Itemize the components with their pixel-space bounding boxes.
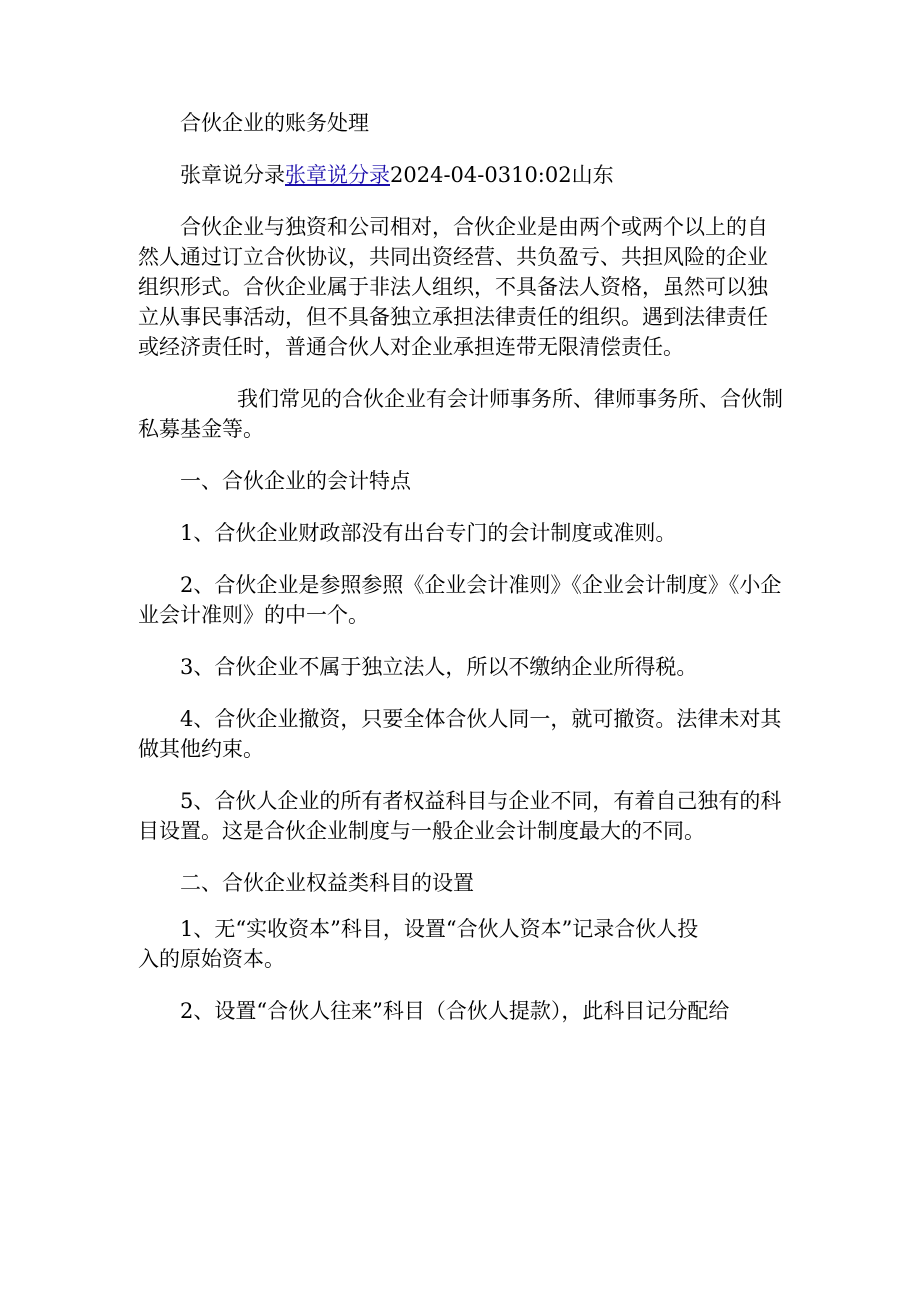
equity-item-2: 2、设置“合伙人往来”科目（合伙人提款），此科目记分配给	[180, 999, 730, 1023]
document-title: 合伙企业的账务处理	[180, 111, 369, 135]
equity-item-1-line-2: 入的原始资本。	[138, 947, 285, 971]
author-link[interactable]: 张章说分录	[285, 163, 390, 187]
paragraph-common-examples: 我们常见的合伙企业有会计师事务所、律师事务所、合伙制私募基金等。	[138, 387, 783, 441]
byline	[138, 160, 788, 190]
list-item-5: 5、合伙人企业的所有者权益科目与企业不同，有着自己独有的科目设置。这是合伙企业制度与一般企业会计制度最大的不同。	[138, 789, 782, 843]
list-item-2: 2、合伙企业是参照参照《企业会计准则》《企业会计制度》《小企业会计准则》的中一个。	[138, 573, 782, 627]
list-item-1: 1、合伙企业财政部没有出台专门的会计制度或准则。	[180, 521, 677, 545]
document-page	[138, 108, 788, 1048]
byline-datetime-location: 2024-04-0310:02山东	[390, 163, 614, 187]
byline-author: 张章说分录	[180, 163, 285, 187]
section-heading-accounting-features: 一、合伙企业的会计特点	[180, 469, 411, 493]
section-heading-equity-accounts: 二、合伙企业权益类科目的设置	[180, 871, 474, 895]
list-item-4: 4、合伙企业撤资，只要全体合伙人同一，就可撤资。法律未对其做其他约束。	[138, 707, 782, 761]
paragraph-intro: 合伙企业与独资和公司相对，合伙企业是由两个或两个以上的自然人通过订立合伙协议，共同出资经营、共负盈亏、共担风险的企业组织形式。合伙企业属于非法人组织，不具备法人资格，虽然可以独立从事民事活动，但不具备独立承担法律责任的组织。遇到法律责任或经济责任时，普通合伙人对企业承担连带无限清偿责任。	[138, 215, 768, 359]
list-item-3: 3、合伙企业不属于独立法人，所以不缴纳企业所得税。	[180, 655, 698, 679]
equity-item-1-line-1: 1、无“实收资本”科目，设置“合伙人资本”记录合伙人投	[180, 917, 699, 941]
